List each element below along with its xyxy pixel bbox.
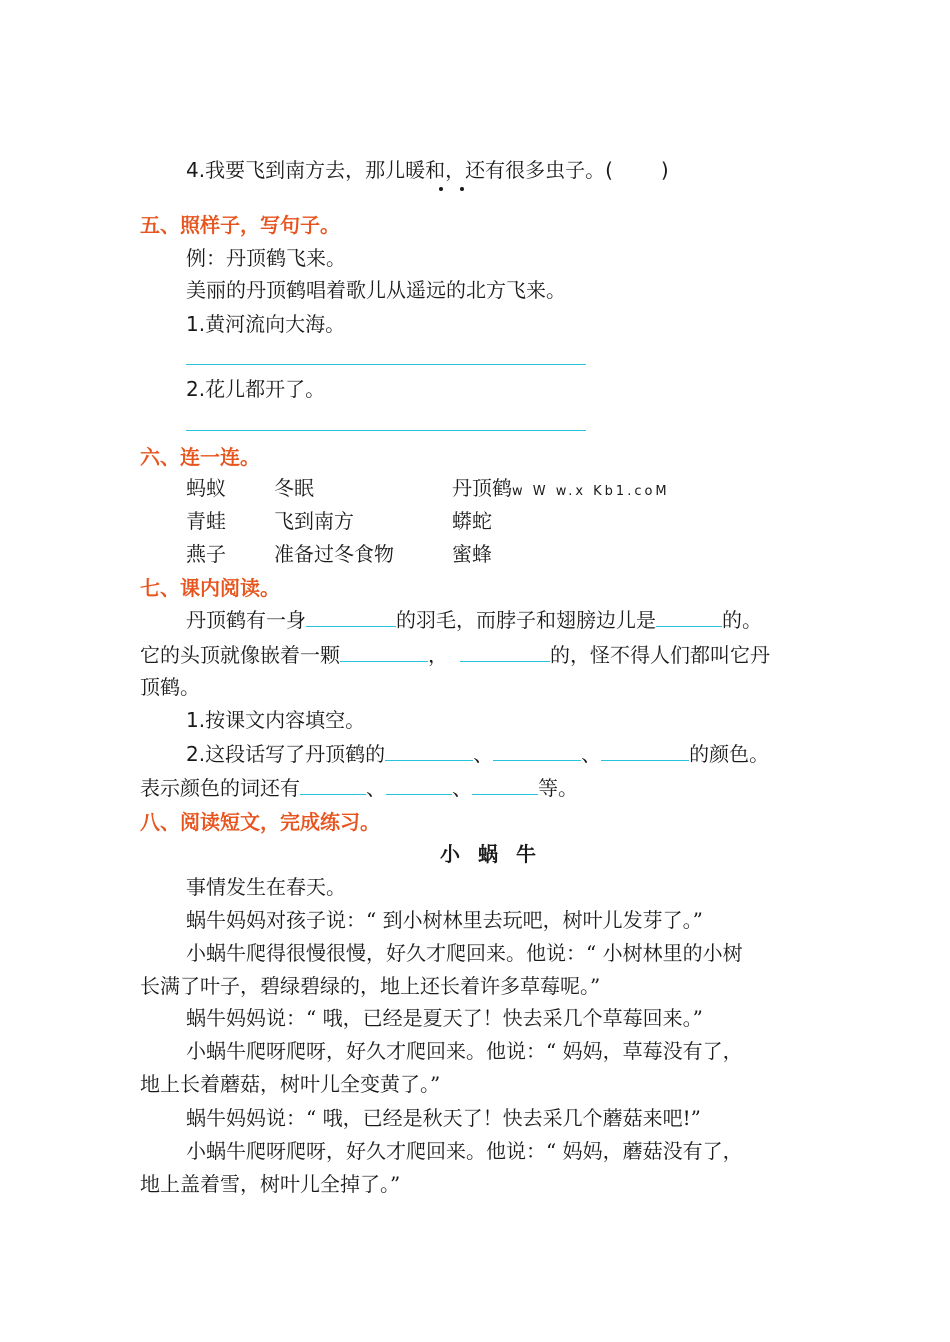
story-line: 蜗牛妈妈对孩子说：“ 到小树林里去玩吧，树叶儿发芽了。” [186,908,703,932]
section-7-heading: 七、课内阅读。 [140,576,280,600]
match-left-1[interactable]: 蚂蚁 [186,476,226,500]
fill-blank[interactable] [601,742,689,761]
match-middle-3[interactable]: 准备过冬食物 [274,542,394,566]
passage-text: 的，怪不得人们都叫它丹 [550,643,770,667]
fill-blank[interactable] [386,776,452,795]
question-text: 2.这段话写了丹顶鹤的 [186,742,386,766]
passage-text: 丹顶鹤有一身 [186,608,306,632]
question-4 [186,156,669,184]
story-title: 小蜗牛 [440,842,554,866]
story-line: 蜗牛妈妈说：“ 哦，已经是秋天了！快去采几个蘑菇来吧!” [186,1106,701,1130]
passage-text: 的。 [722,608,762,632]
separator: 、 [473,742,494,766]
passage-text: 它的头顶就像嵌着一颗 [140,643,340,667]
passage-text: ， [428,643,448,667]
section-7-question-2 [186,740,769,768]
section-5-example: 例：丹顶鹤飞来。 [186,246,346,270]
fill-blank[interactable] [460,643,550,662]
emphasis-dot [460,187,464,191]
fill-blank[interactable] [493,742,581,761]
fill-blank[interactable] [656,608,722,627]
section-5-item-1: 1.黄河流向大海。 [186,312,346,336]
story-line: 小蜗牛爬呀爬呀，好久才爬回来。他说：“ 妈妈，草莓没有了， [186,1039,743,1063]
section-7-question-3 [140,774,578,802]
story-line: 小蜗牛爬呀爬呀，好久才爬回来。他说：“ 妈妈，蘑菇没有了， [186,1139,743,1163]
separator: 、 [366,776,386,800]
section-8-heading: 八、阅读短文，完成练习。 [140,810,380,834]
fill-blank[interactable] [300,776,366,795]
section-6-heading: 六、连一连。 [140,445,260,469]
match-middle-1[interactable]: 冬眠 [274,476,314,500]
section-7-question-1: 1.按课文内容填空。 [186,708,366,732]
fill-blank[interactable] [472,776,538,795]
match-right-1-label[interactable]: 丹顶鹤 [452,476,512,500]
story-line: 长满了叶子，碧绿碧绿的，地上还长着许多草莓呢。” [140,974,601,998]
answer-line-1[interactable] [186,364,586,365]
story-line: 事情发生在春天。 [186,875,346,899]
match-right-2[interactable]: 蟒蛇 [452,509,492,533]
question-4-text: 4.我要飞到南方去，那儿暖和，还有很多虫子。( [186,158,613,182]
match-left-2[interactable]: 青蛙 [186,509,226,533]
story-line: 小蜗牛爬得很慢很慢，好久才爬回来。他说：“ 小树林里的小树 [186,941,743,965]
separator: 、 [581,742,602,766]
watermark-text: w W w.x Kb1.coM [512,484,670,499]
match-right-1 [452,474,670,506]
emphasis-dot [439,187,443,191]
question-text: 表示颜色的词还有 [140,776,300,800]
story-line: 地上盖着雪，树叶儿全掉了。” [140,1172,401,1196]
story-line: 蜗牛妈妈说：“ 哦，已经是夏天了！快去采几个草莓回来。” [186,1006,703,1030]
question-text: 等。 [538,776,578,800]
passage-line-2 [140,641,770,669]
passage-line-1 [186,606,762,634]
section-5-example-answer: 美丽的丹顶鹤唱着歌儿从遥远的北方飞来。 [186,278,566,302]
story-line: 地上长着蘑菇，树叶儿全变黄了。” [140,1072,441,1096]
fill-blank[interactable] [340,643,428,662]
match-left-3[interactable]: 燕子 [186,542,226,566]
passage-line-3: 顶鹤。 [140,675,200,699]
passage-text: 的羽毛，而脖子和翅膀边儿是 [396,608,656,632]
fill-blank[interactable] [306,608,396,627]
section-5-item-2: 2.花儿都开了。 [186,377,326,401]
match-right-3[interactable]: 蜜蜂 [452,542,492,566]
question-text: 的颜色。 [689,742,770,766]
answer-line-2[interactable] [186,430,586,431]
match-middle-2[interactable]: 飞到南方 [274,509,354,533]
question-4-close: ) [660,158,669,182]
section-5-heading: 五、照样子，写句子。 [140,213,340,237]
fill-blank[interactable] [385,742,473,761]
separator: 、 [452,776,472,800]
